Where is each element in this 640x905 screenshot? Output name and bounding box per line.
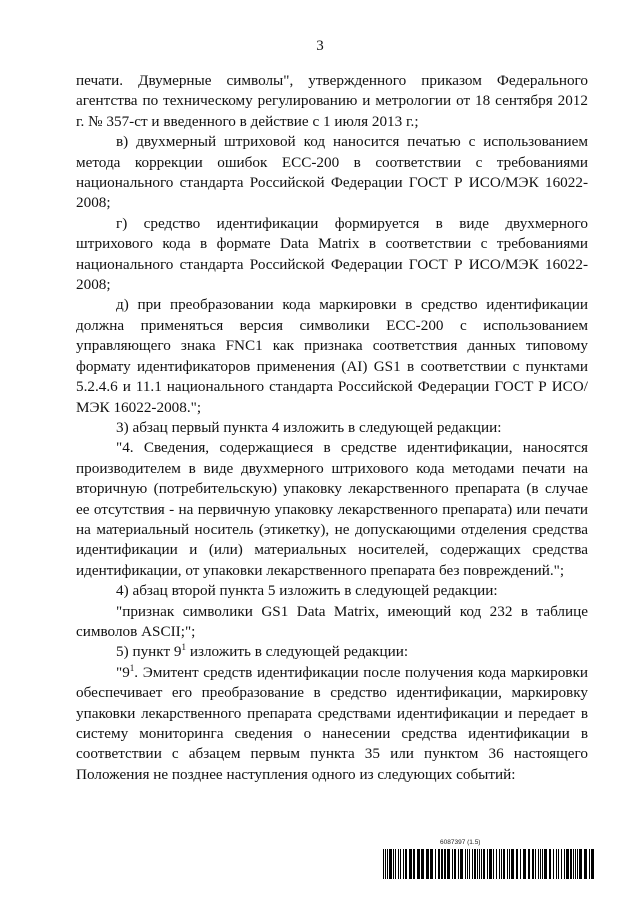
paragraph: "4. Сведения, содержащиеся в средстве идентификации, наносятся производителем в виде двухмерного штрихового кода методами печати на вторичную (потребительскую) упаковку лекарственного препарата (в случае ее отсутствия - на первичную упаковку лекарственного препарата) или печати на материальный носитель (этикетку), не допускающими отделения средства идентификации и (или) материальных носителей, содержащих средства идентификации, от упаковки лекарственного препарата без повреждений."; — [76, 439, 588, 579]
paragraph: печати. Двумерные символы", утвержденного приказом Федерального агентства по техническому регулированию и метрологии от 18 сентября 2012 г. № 357-ст и введенного в действие с 1 июля 2013 г.; — [76, 72, 588, 130]
document-body — [76, 71, 588, 785]
paragraph: "признак символики GS1 Data Matrix, имеющий код 232 в таблице символов ASCII;"; — [76, 602, 588, 640]
barcode-icon — [382, 849, 594, 879]
paragraph: г) средство идентификации формируется в виде двухмерного штрихового кода в формате Data Matrix в соответствии с требованиями национального стандарта Российской Федерации ГОСТ Р ИСО/МЭК 16022-2008; — [76, 214, 588, 294]
item5-prefix: 5) пункт 9 — [116, 643, 182, 661]
page-number: 3 — [316, 38, 324, 54]
barcode-code: 6087397 (1.5) — [440, 839, 481, 846]
quote-superscript: 1 — [129, 662, 135, 673]
item5-superscript: 1 — [181, 642, 187, 653]
paragraph: в) двухмерный штриховой код наносится печатью с использованием метода коррекции ошибок ЕСС-200 в соответствии с требованиями национального стандарта Российской Федерации ГОСТ Р ИСО/МЭК 16022-2008; — [76, 133, 588, 212]
quote-prefix: "9 — [116, 663, 130, 681]
paragraph-item-5 — [76, 642, 588, 662]
paragraph: 4) абзац второй пункта 5 изложить в следующей редакции: — [116, 582, 498, 600]
paragraph: 3) абзац первый пункта 4 изложить в следующей редакции: — [116, 418, 502, 436]
paragraph: д) при преобразовании кода маркировки в средство идентификации должна применяться версия символики ЕСС-200 с использованием управляющего знака FNC1 как признака соответствия данных типовому формату идентификаторов применения (AI) GS1 в соответствии с пунктами 5.2.4.6 и 11.1 национального стандарта Российской Федерации ГОСТ Р ИСО/МЭК 16022-2008."; — [76, 296, 588, 416]
quote-suffix: . Эмитент средств идентификации после получения кода маркировки обеспечивает его преобразование в средство идентификации, маркировку упаковки лекарственного препарата средствами идентификации и передает в систему мониторинга сведения о нанесении средства идентификации в соответствии с абзацем первым пункта 35 или пунктом 36 настоящего Положения не позднее наступления одного из следующих событий: — [76, 663, 588, 783]
paragraph-item-9-1 — [76, 663, 588, 785]
item5-suffix: изложить в следующей редакции: — [186, 643, 409, 661]
